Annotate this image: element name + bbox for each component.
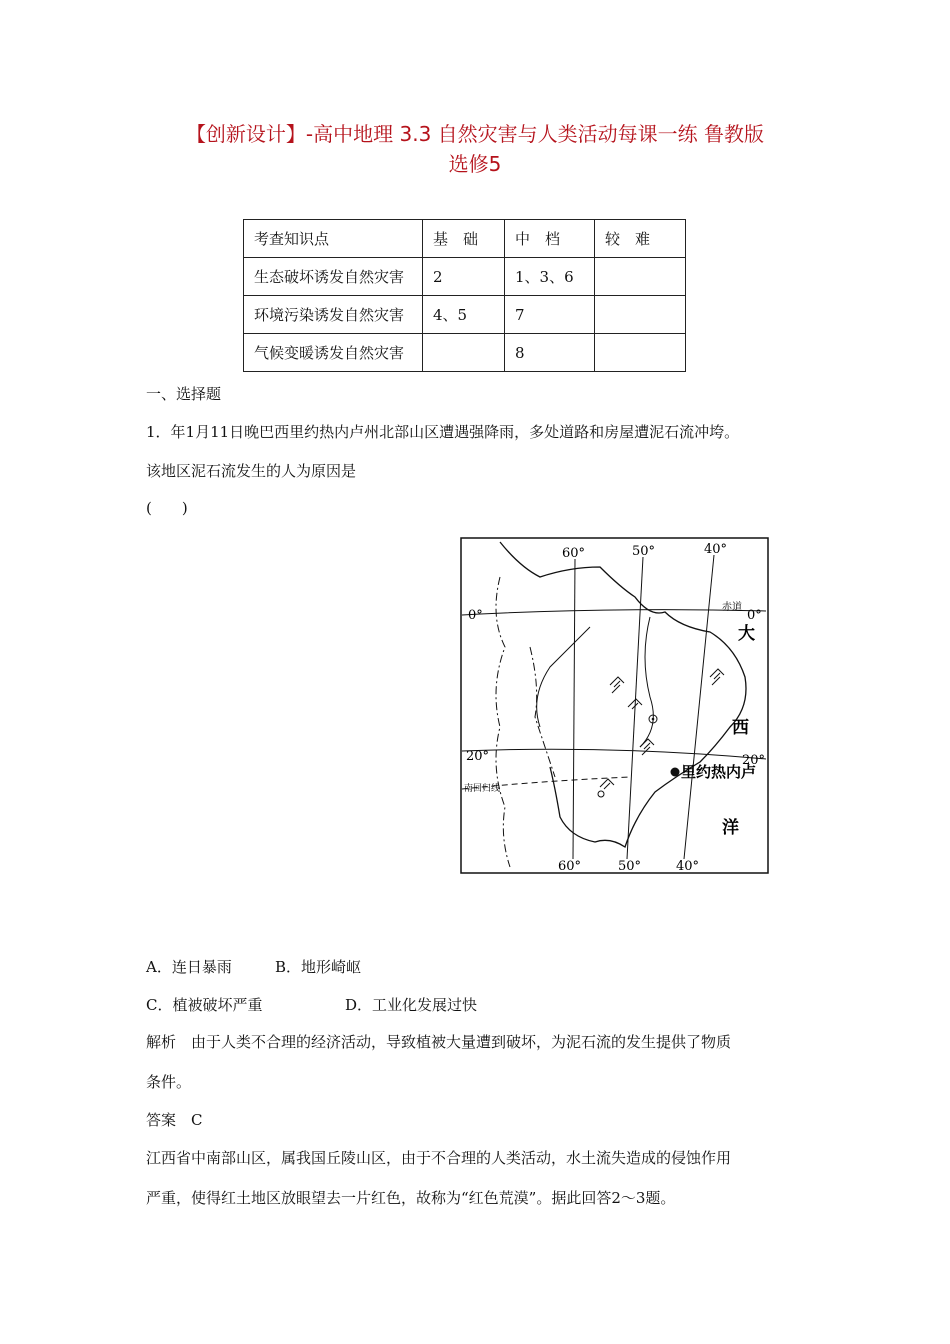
ocean-label-2: 西: [732, 718, 749, 738]
question1-paren: ( ): [146, 499, 188, 517]
table-cell: 1、3、6: [505, 258, 595, 296]
table-row: [244, 258, 686, 296]
lon-60-top-label: 60°: [562, 546, 586, 561]
doc-title-line1: 【创新设计】-高中地理 3.3 自然灾害与人类活动每课一练 鲁教版: [185, 122, 765, 146]
analysis-line2: 条件。: [146, 1073, 192, 1091]
table-cell: 8: [505, 334, 595, 372]
brazil-map: [460, 537, 770, 875]
lat-0-left-label: 0°: [468, 608, 483, 623]
table-header: 考查知识点: [244, 220, 423, 258]
lat-20-left-label: 20°: [466, 749, 490, 764]
passage-line1: 江西省中南部山区，属我国丘陵山区，由于不合理的人类活动，水土流失造成的侵蚀作用: [146, 1149, 732, 1167]
table-row: [244, 334, 686, 372]
table-cell: 气候变暖诱发自然灾害: [244, 334, 423, 372]
answer-line: 答案 C: [146, 1111, 203, 1129]
table-header-row: [244, 220, 686, 258]
knowledge-table: [243, 219, 686, 372]
analysis-line1: 解析 由于人类不合理的经济活动，导致植被大量遭到破坏，为泥石流的发生提供了物质: [146, 1033, 732, 1051]
passage-line2: 严重，使得红土地区放眼望去一片红色，故称为“红色荒漠”。据此回答2～3题。: [146, 1189, 676, 1207]
lon-40-bottom-label: 40°: [676, 859, 700, 874]
table-cell: 7: [505, 296, 595, 334]
rio-label: 里约热内卢: [681, 763, 757, 781]
table-cell: 生态破坏诱发自然灾害: [244, 258, 423, 296]
ocean-label-1: 大: [738, 624, 755, 644]
table-header: 中 档: [505, 220, 595, 258]
table-cell: [595, 296, 686, 334]
option-d: D．工业化发展过快: [345, 996, 478, 1014]
doc-title-line2: 选修5: [448, 152, 502, 176]
option-a: A．连日暴雨: [146, 958, 232, 976]
lon-40-top-label: 40°: [704, 542, 728, 557]
lon-50-bottom-label: 50°: [618, 859, 642, 874]
equator-label: 赤道: [722, 602, 742, 613]
lat-0-right-label: 0°: [747, 608, 762, 623]
option-c: C．植被破坏严重: [146, 996, 263, 1014]
ocean-label-3: 洋: [722, 818, 739, 838]
table-row: [244, 296, 686, 334]
table-cell: [423, 334, 505, 372]
question1-line2: 该地区泥石流发生的人为原因是: [146, 462, 357, 480]
table-header: 基 础: [423, 220, 505, 258]
table-cell: 2: [423, 258, 505, 296]
option-b: B．地形崎岖: [275, 958, 362, 976]
lat-20-right-label: 20°: [742, 753, 766, 768]
table-cell: [595, 258, 686, 296]
rio-city-dot: [671, 768, 680, 777]
capital-symbol-dot: [652, 718, 655, 721]
table-header: 较 难: [595, 220, 686, 258]
table-cell: [595, 334, 686, 372]
section-heading: 一、选择题: [146, 385, 222, 403]
tropic-label: 南回归线: [464, 784, 501, 794]
table-cell: 环境污染诱发自然灾害: [244, 296, 423, 334]
lon-50-top-label: 50°: [632, 544, 656, 559]
lon-60-bottom-label: 60°: [558, 859, 582, 874]
table-cell: 4、5: [423, 296, 505, 334]
question1-line1: 1．年1月11日晚巴西里约热内卢州北部山区遭遇强降雨，多处道路和房屋遭泥石流冲垮。: [146, 423, 740, 441]
